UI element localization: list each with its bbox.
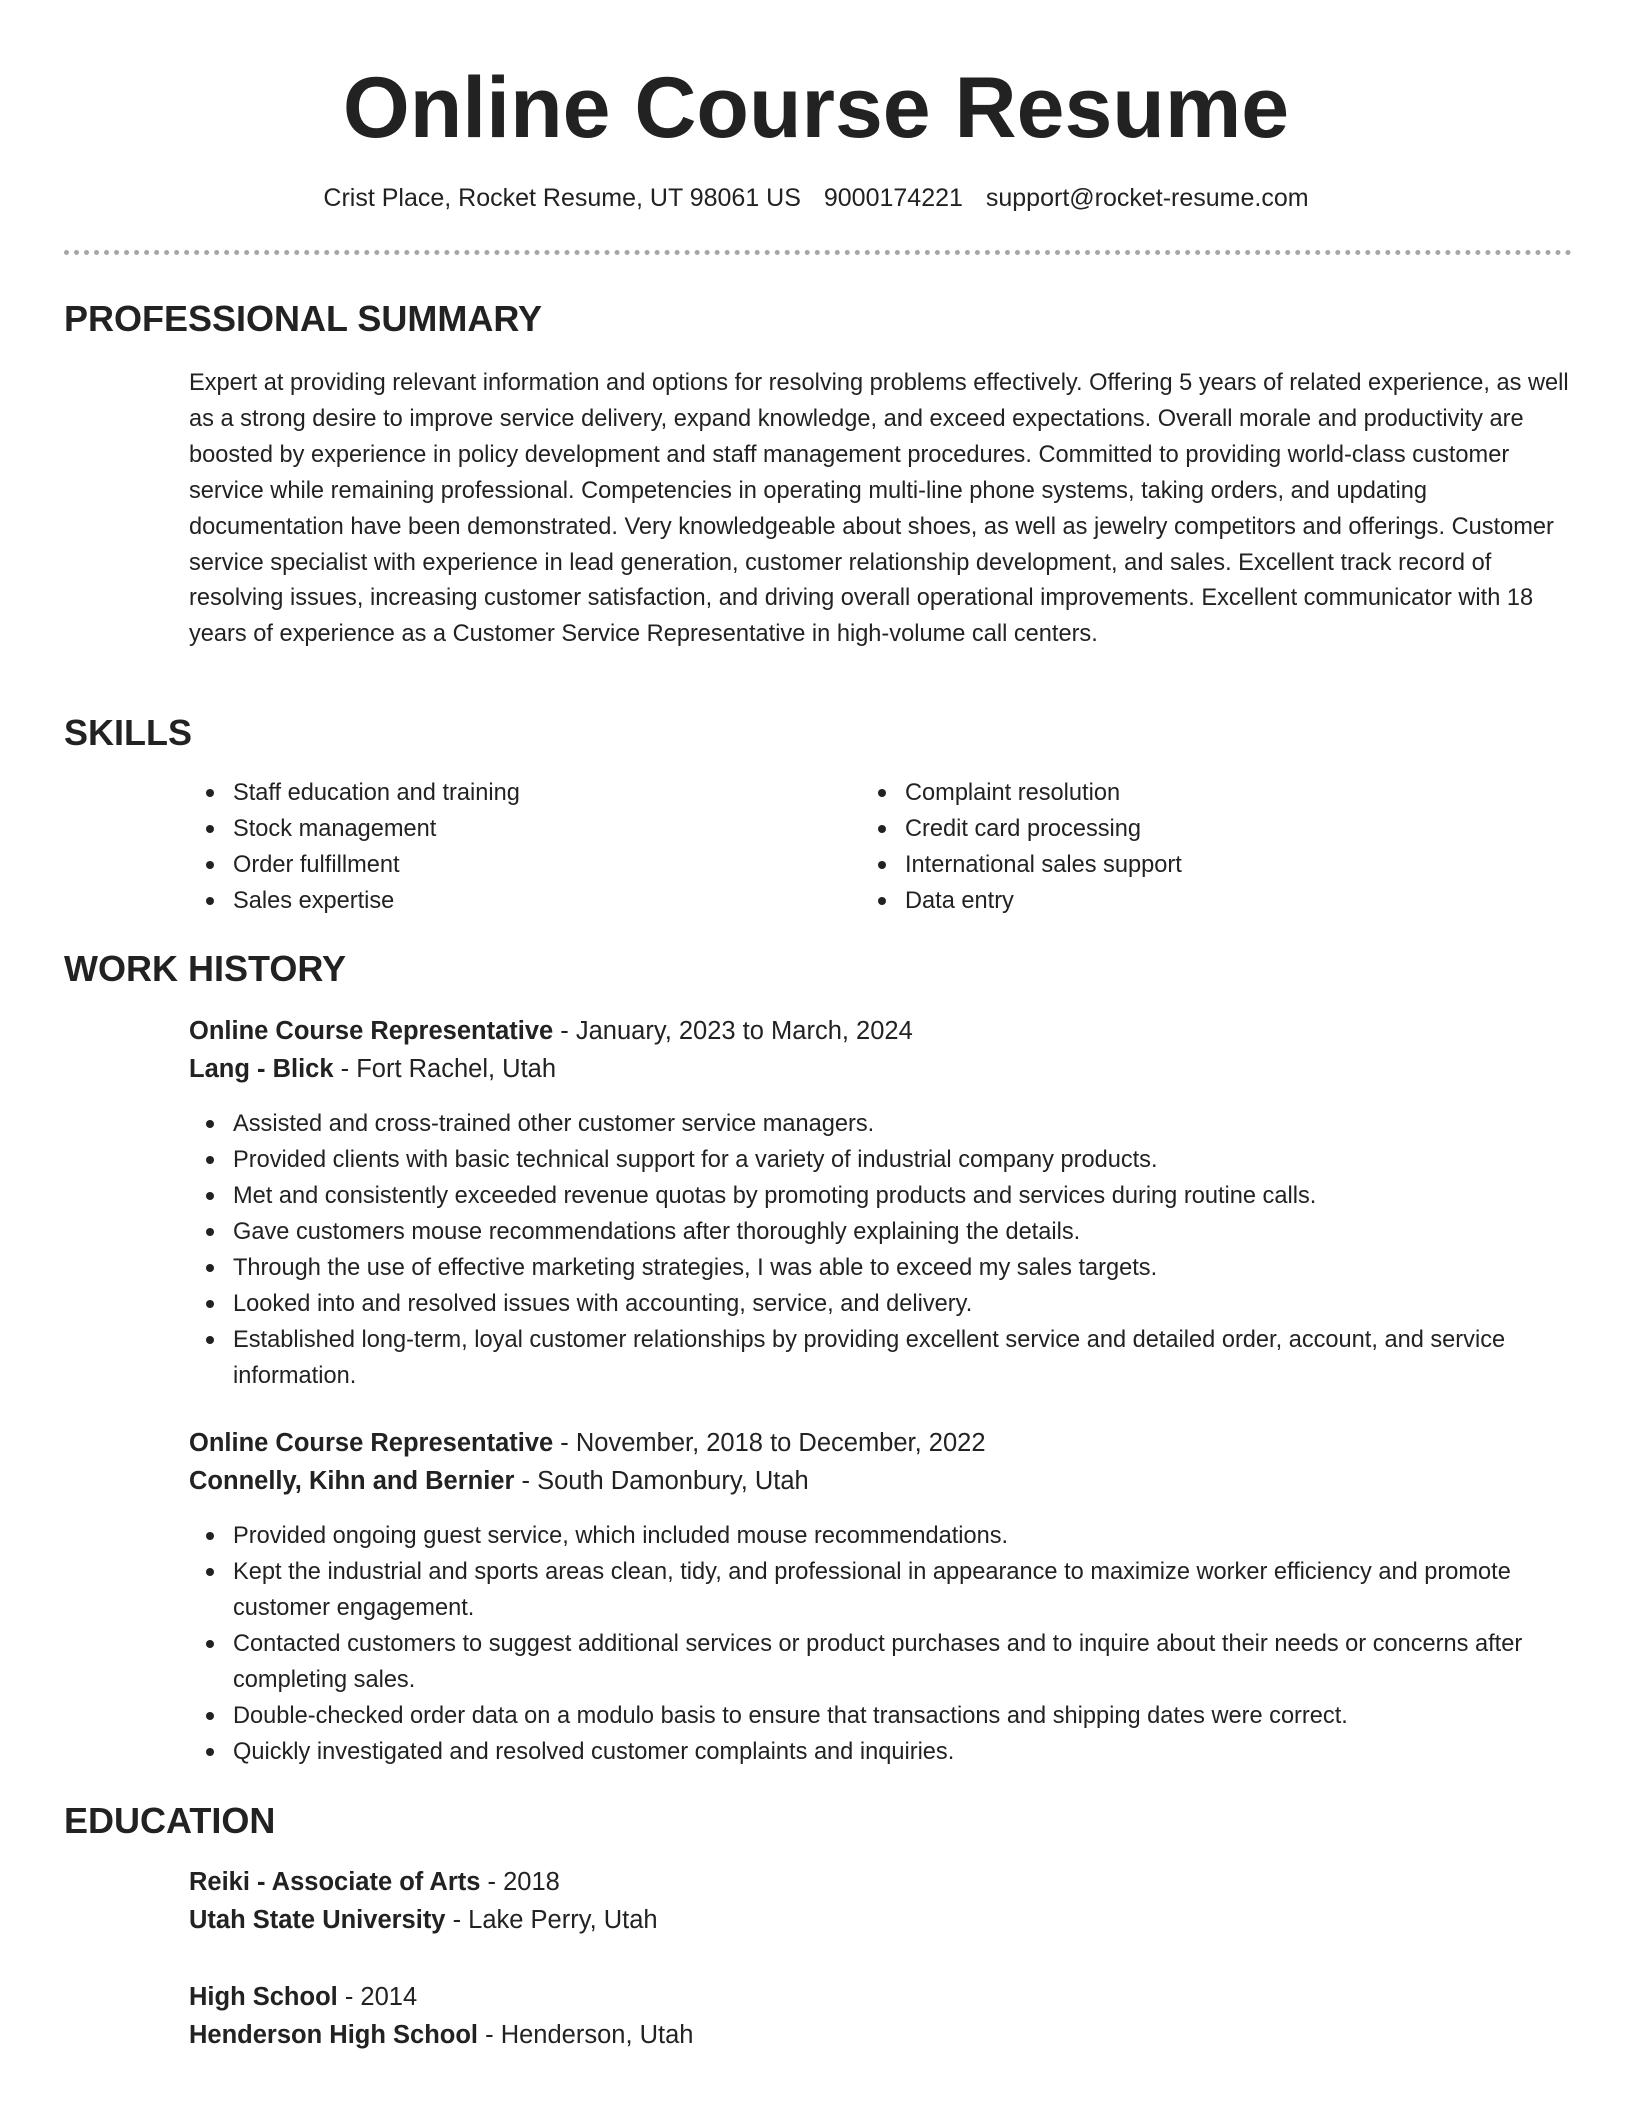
job-bullet: Kept the industrial and sports areas clean, tidy, and professional in appearance to maximize worker efficiency and promote customer engagement. — [189, 1554, 1579, 1626]
job-bullet: Through the use of effective marketing strategies, I was able to exceed my sales targets. — [189, 1250, 1579, 1286]
job-company: Connelly, Kihn and Bernier — [189, 1467, 515, 1495]
skill-item: Stock management — [189, 811, 809, 847]
education-location: - Henderson, Utah — [478, 2021, 694, 2049]
job-bullets — [189, 1106, 1579, 1394]
contact-phone: 9000174221 — [823, 184, 963, 212]
contact-email: support@rocket-resume.com — [985, 184, 1309, 212]
header-divider — [64, 250, 1572, 255]
summary-text: Expert at providing relevant information and options for resolving problems effectively. Offering 5 years of related experience, as well as a strong desire to improve service delivery, expand knowledge, and exceed expectations. Overall morale and productivity are boosted by experience in policy development and staff management procedures. Committed to providing world-class customer service while remaining professional. Competencies in operating multi-line phone systems, taking orders, and updating documentation have been demonstrated. Very knowledgeable about shoes, as well as jewelry competitors and offerings. Customer service specialist with experience in lead generation, customer relationship development, and sales. Excellent track record of resolving issues, increasing customer satisfaction, and driving overall operational improvements. Excellent communicator with 18 years of experience as a Customer Service Representative in high-volume call centers. — [189, 370, 1569, 648]
contact-line — [0, 181, 1632, 215]
summary-heading: PROFESSIONAL SUMMARY — [64, 298, 543, 339]
job-title: Online Course Representative — [189, 1429, 554, 1457]
job-bullet: Assisted and cross-trained other customer service managers. — [189, 1106, 1579, 1142]
job-title-line — [189, 1013, 913, 1049]
skill-item: Sales expertise — [189, 883, 809, 919]
education-degree: Reiki - Associate of Arts — [189, 1868, 481, 1896]
education-school-line — [189, 2017, 693, 2053]
work-history-heading: WORK HISTORY — [64, 948, 347, 989]
job-dates: - November, 2018 to December, 2022 — [553, 1429, 986, 1457]
job-location: - South Damonbury, Utah — [514, 1467, 809, 1495]
job-location: - Fort Rachel, Utah — [333, 1055, 557, 1083]
job-bullet: Provided clients with basic technical support for a variety of industrial company products. — [189, 1142, 1579, 1178]
job-bullet: Established long-term, loyal customer relationships by providing excellent service and detailed order, account, and service information. — [189, 1322, 1579, 1394]
job-bullet: Met and consistently exceeded revenue quotas by promoting products and services during routine calls. — [189, 1178, 1579, 1214]
skills-list-left — [189, 775, 809, 919]
contact-address: Crist Place, Rocket Resume, UT 98061 US — [323, 184, 801, 212]
resume-title: Online Course Resume — [342, 60, 1290, 156]
skill-item: Complaint resolution — [861, 775, 1481, 811]
skill-item: Staff education and training — [189, 775, 809, 811]
job-company-line — [189, 1463, 809, 1499]
job-bullet: Gave customers mouse recommendations after thoroughly explaining the details. — [189, 1214, 1579, 1250]
job-dates: - January, 2023 to March, 2024 — [553, 1017, 913, 1045]
education-degree-line — [189, 1979, 417, 2015]
job-bullet: Double-checked order data on a modulo basis to ensure that transactions and shipping dates were correct. — [189, 1698, 1579, 1734]
skill-item: Order fulfillment — [189, 847, 809, 883]
job-title: Online Course Representative — [189, 1017, 554, 1045]
education-heading: EDUCATION — [64, 1800, 276, 1841]
job-bullet: Looked into and resolved issues with accounting, service, and delivery. — [189, 1286, 1579, 1322]
job-title-line — [189, 1425, 986, 1461]
education-school: Utah State University — [189, 1906, 446, 1934]
education-school-line — [189, 1902, 658, 1938]
education-year: - 2018 — [480, 1868, 560, 1896]
job-company: Lang - Blick — [189, 1055, 334, 1083]
job-bullet: Contacted customers to suggest additional services or product purchases and to inquire about their needs or concerns after completing sales. — [189, 1626, 1579, 1698]
education-school: Henderson High School — [189, 2021, 479, 2049]
skill-item: Credit card processing — [861, 811, 1481, 847]
education-location: - Lake Perry, Utah — [445, 1906, 658, 1934]
job-company-line — [189, 1051, 556, 1087]
job-bullet: Quickly investigated and resolved customer complaints and inquiries. — [189, 1734, 1579, 1770]
job-bullets — [189, 1518, 1579, 1770]
job-bullet: Provided ongoing guest service, which included mouse recommendations. — [189, 1518, 1579, 1554]
education-degree: High School — [189, 1983, 338, 2011]
skills-heading: SKILLS — [64, 712, 193, 753]
skill-item: Data entry — [861, 883, 1481, 919]
skills-list-right — [861, 775, 1481, 919]
education-year: - 2014 — [337, 1983, 418, 2011]
education-degree-line — [189, 1864, 560, 1900]
skill-item: International sales support — [861, 847, 1481, 883]
